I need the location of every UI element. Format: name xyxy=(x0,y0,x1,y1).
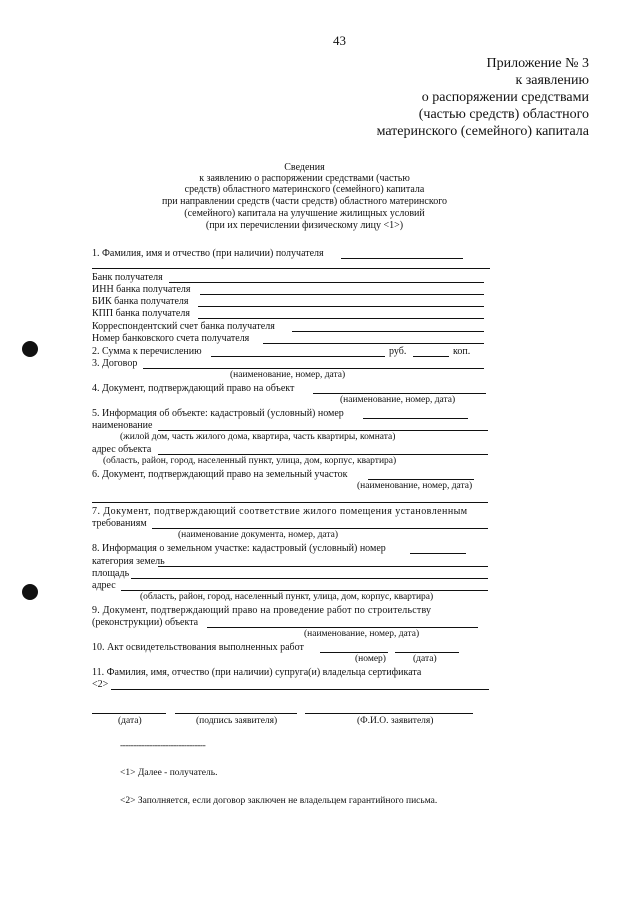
field-kpp-line[interactable] xyxy=(198,318,484,319)
field-land-cadastral-line[interactable] xyxy=(410,553,466,554)
field-act-number-hint: (номер) xyxy=(355,654,386,664)
field-ownership-doc-label: 4. Документ, подтверждающий право на объект xyxy=(92,383,295,394)
field-kpp-label: КПП банка получателя xyxy=(92,308,190,319)
title-line-2: средств) областного материнского (семейного) капитала xyxy=(184,184,425,195)
header-line-1: Приложение № 3 xyxy=(486,56,589,71)
field-compliance-req-label: требованиям xyxy=(92,518,147,529)
field-inn-label: ИНН банка получателя xyxy=(92,284,191,295)
field-contract-label: 3. Договор xyxy=(92,358,138,369)
field-land-doc-line[interactable] xyxy=(368,479,474,480)
field-ownership-doc-line[interactable] xyxy=(313,393,486,394)
field-act-number-line[interactable] xyxy=(320,652,388,653)
field-object-address-label: адрес объекта xyxy=(92,444,152,455)
header-line-2: к заявлению xyxy=(515,73,589,88)
field-recipient-name-label: 1. Фамилия, имя и отчество (при наличии) получателя xyxy=(92,248,324,259)
field-compliance-doc-label: 7. Документ, подтверждающий соответствие жилого помещения установленным xyxy=(92,506,468,517)
field-object-name-hint: (жилой дом, часть жилого дома, квартира, часть квартиры, комната) xyxy=(120,432,396,442)
field-compliance-req-line[interactable] xyxy=(152,528,488,529)
form-title: Сведения xyxy=(284,162,325,173)
header-line-5: материнского (семейного) капитала xyxy=(376,124,589,139)
field-construction-doc-line[interactable] xyxy=(207,627,478,628)
field-land-area-label: площадь xyxy=(92,568,130,579)
signature-fio-hint: (Ф.И.О. заявителя) xyxy=(357,716,434,726)
field-bik-line[interactable] xyxy=(198,306,484,307)
field-amount-kop-unit: коп. xyxy=(453,346,471,357)
footnote-1: <1> Далее - получатель. xyxy=(120,768,218,778)
field-bank-account-line[interactable] xyxy=(263,343,484,344)
field-act-date-hint: (дата) xyxy=(413,654,437,664)
field-land-doc-hint: (наименование, номер, дата) xyxy=(357,481,473,491)
field-land-cadastral-label: 8. Информация о земельном участке: кадастровый (условный) номер xyxy=(92,543,386,554)
field-bank-account-label: Номер банковского счета получателя xyxy=(92,333,250,344)
title-line-1: к заявлению о распоряжении средствами (частью xyxy=(199,173,410,184)
field-amount-rub-line[interactable] xyxy=(211,356,385,357)
field-amount-rub-unit: руб. xyxy=(389,346,407,357)
signature-date-line[interactable] xyxy=(92,713,166,714)
field-land-doc-line-2[interactable] xyxy=(92,502,488,503)
field-amount-label: 2. Сумма к перечислению xyxy=(92,346,202,357)
signature-date-hint: (дата) xyxy=(118,716,142,726)
field-object-address-line[interactable] xyxy=(158,454,488,455)
field-act-date-line[interactable] xyxy=(395,652,459,653)
field-spouse-line[interactable] xyxy=(111,689,489,690)
field-compliance-hint: (наименование документа, номер, дата) xyxy=(178,530,339,540)
header-line-4: (частью средств) областного xyxy=(418,107,589,122)
field-object-name-label: наименование xyxy=(92,420,153,431)
field-inn-line[interactable] xyxy=(200,294,484,295)
field-bik-label: БИК банка получателя xyxy=(92,296,189,307)
title-line-4: (семейного) капитала на улучшение жилищных условий xyxy=(184,208,425,219)
field-recipient-name-line[interactable] xyxy=(341,258,463,259)
footnote-separator: -------------------------------- xyxy=(120,741,206,751)
title-line-3: при направлении средств (части средств) областного материнского xyxy=(161,196,448,207)
field-land-address-label: адрес xyxy=(92,580,116,591)
field-act-label: 10. Акт освидетельствования выполненных работ xyxy=(92,642,304,653)
field-object-cadastral-line[interactable] xyxy=(363,418,468,419)
field-corr-account-label: Корреспондентский счет банка получателя xyxy=(92,321,275,332)
field-land-area-line[interactable] xyxy=(131,578,488,579)
field-bank-line[interactable] xyxy=(169,282,484,283)
page-number: 43 xyxy=(333,33,346,48)
field-corr-account-line[interactable] xyxy=(292,331,484,332)
punch-hole-bottom xyxy=(22,584,38,600)
field-construction-object-label: (реконструкции) объекта xyxy=(92,617,199,628)
field-spouse-label: 11. Фамилия, имя, отчество (при наличии) супруга(и) владельца сертификата xyxy=(92,667,422,678)
signature-sign-line[interactable] xyxy=(175,713,297,714)
field-land-doc-label: 6. Документ, подтверждающий право на земельный участок xyxy=(92,469,348,480)
signature-fio-line[interactable] xyxy=(305,713,473,714)
field-bank-label: Банк получателя xyxy=(92,272,163,283)
field-land-address-line[interactable] xyxy=(121,590,488,591)
field-land-category-label: категория земель xyxy=(92,556,165,567)
title-line-5: (при их перечислении физическому лицу <1>) xyxy=(205,220,404,231)
field-recipient-name-line-2[interactable] xyxy=(92,268,490,269)
field-object-name-line[interactable] xyxy=(158,430,488,431)
field-construction-doc-label: 9. Документ, подтверждающий право на проведение работ по строительству xyxy=(92,605,432,616)
field-object-address-hint: (область, район, город, населенный пункт, улица, дом, корпус, квартира) xyxy=(103,456,397,466)
field-contract-hint: (наименование, номер, дата) xyxy=(230,370,346,380)
field-land-category-line[interactable] xyxy=(158,566,488,567)
field-ownership-doc-hint: (наименование, номер, дата) xyxy=(340,395,456,405)
field-object-cadastral-label: 5. Информация об объекте: кадастровый (условный) номер xyxy=(92,408,344,419)
signature-sign-hint: (подпись заявителя) xyxy=(196,716,278,726)
field-construction-doc-hint: (наименование, номер, дата) xyxy=(304,629,420,639)
field-spouse-footnote-ref: <2> xyxy=(92,679,109,690)
header-line-3: о распоряжении средствами xyxy=(421,90,589,105)
field-amount-kop-line[interactable] xyxy=(413,356,449,357)
footnote-2: <2> Заполняется, если договор заключен не владельцем гарантийного письма. xyxy=(120,796,438,806)
field-land-address-hint: (область, район, город, населенный пункт, улица, дом, корпус, квартира) xyxy=(140,592,434,602)
punch-hole-top xyxy=(22,341,38,357)
field-contract-line[interactable] xyxy=(143,368,484,369)
